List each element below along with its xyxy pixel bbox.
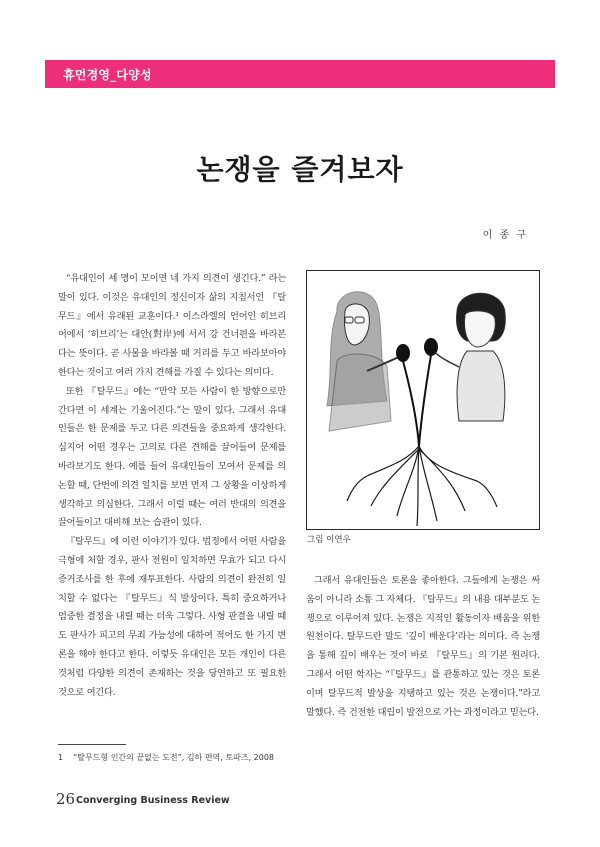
footnote-number: 1 <box>58 753 64 762</box>
section-label: 휴먼경영_다양성 <box>63 68 152 82</box>
body-paragraph: 그래서 유대인들은 토론을 좋아한다. 그들에게 논쟁은 싸움이 아니라 소통 그 자체다. 『탈무드』의 내용 대부분도 논쟁으로 이루어져 있다. 논쟁은 지적인 활동이자 배움을 위한 원천이다. 탈무드란 말도 ‘깊이 배운다’라는 의미다. 즉 논쟁을 통해 깊이 배우는 것이 바로 『탈무드』의 기본 원리다. 그래서 어떤 학자는 “『탈무드』를 관통하고 있는 것은 토론이며 탈무드적 발상을 지탱하고 있는 것은 논쟁이다.”라고 말했다. 즉 건전한 대립이 발전으로 가는 과정이라고 믿는다. <box>306 575 540 718</box>
section-header-band <box>45 60 555 88</box>
body-paragraph: “유대인이 세 명이 모이면 네 가지 의견이 생긴다.” 라는 말이 있다. 이것은 유대인의 정신이자 삶의 지침서인 『탈무드』에서 유래된 교훈이다.¹ 이스라엘의 언어인 히브리어에서 ‘히브리’는 대안(對岸)에 서서 강 건너편을 바라본다는 뜻이다. 곧 사물을 바라볼 때 거리를 두고 바라보아야 한다는 것이고 여러 가지 견해를 가질 수 있다는 의미다. <box>58 273 286 378</box>
footnote <box>58 752 274 763</box>
article-author: 이 종 구 <box>482 230 528 241</box>
woman-figure <box>327 292 399 431</box>
right-column <box>306 572 540 722</box>
footnote-divider <box>58 744 126 745</box>
microphones <box>397 339 437 446</box>
left-column <box>58 270 286 702</box>
article-title: 논쟁을 즐겨보자 <box>196 153 404 186</box>
journal-name: Converging Business Review <box>76 795 230 806</box>
illustration-two-people-microphones <box>307 271 539 529</box>
body-paragraph: 『탈무드』에 이런 이야기가 있다. 법정에서 어떤 사람을 극형에 처할 경우, 판사 전원이 일치하면 무효가 되고 다시 증거조사를 한 후에 재투표한다. 사람의 의견이 완전히 일치할 수 없다는 『탈무드』식 발상이다. 특히 중요하거나 엄중한 결정을 내릴 때는 더욱 그렇다. 사형 판결을 내릴 때도 판사가 피고의 무죄 가능성에 대하여 적어도 한 가지 변론을 해야 한다고 한다. 이렇듯 유대인은 모든 개인이 다른 것처럼 다양한 의견이 존재하는 것을 당연하고 또 필요한 것으로 여긴다. <box>58 536 286 698</box>
figure-caption: 그림 이연우 <box>307 535 351 545</box>
footnote-text: “탈무드형 인간의 끝없는 도전”, 김하 편역, 토파즈, 2008 <box>73 753 275 762</box>
page-number: 26 <box>56 790 76 808</box>
illustration-frame <box>306 270 540 530</box>
man-figure <box>431 293 505 421</box>
body-paragraph: 또한 『탈무드』에는 “만약 모든 사람이 한 방향으로만 간다면 이 세계는 기울어진다.”는 말이 있다. 그래서 유대인들은 한 문제를 두고 다른 의견들을 중요하게 생각한다. 심지어 어떤 경우는 고의로 다른 견해를 끌어들여 문제를 바라보기도 한다. 예를 들어 유대인들이 모여서 문제를 의논할 때, 단번에 의견 일치를 보면 먼저 그 상황을 이상하게 생각하고 의심한다. 그래서 이럴 때는 여러 반대의 의견을 끌어들이고 대비해 보는 습관이 있다. <box>58 385 286 529</box>
roots <box>347 446 497 526</box>
